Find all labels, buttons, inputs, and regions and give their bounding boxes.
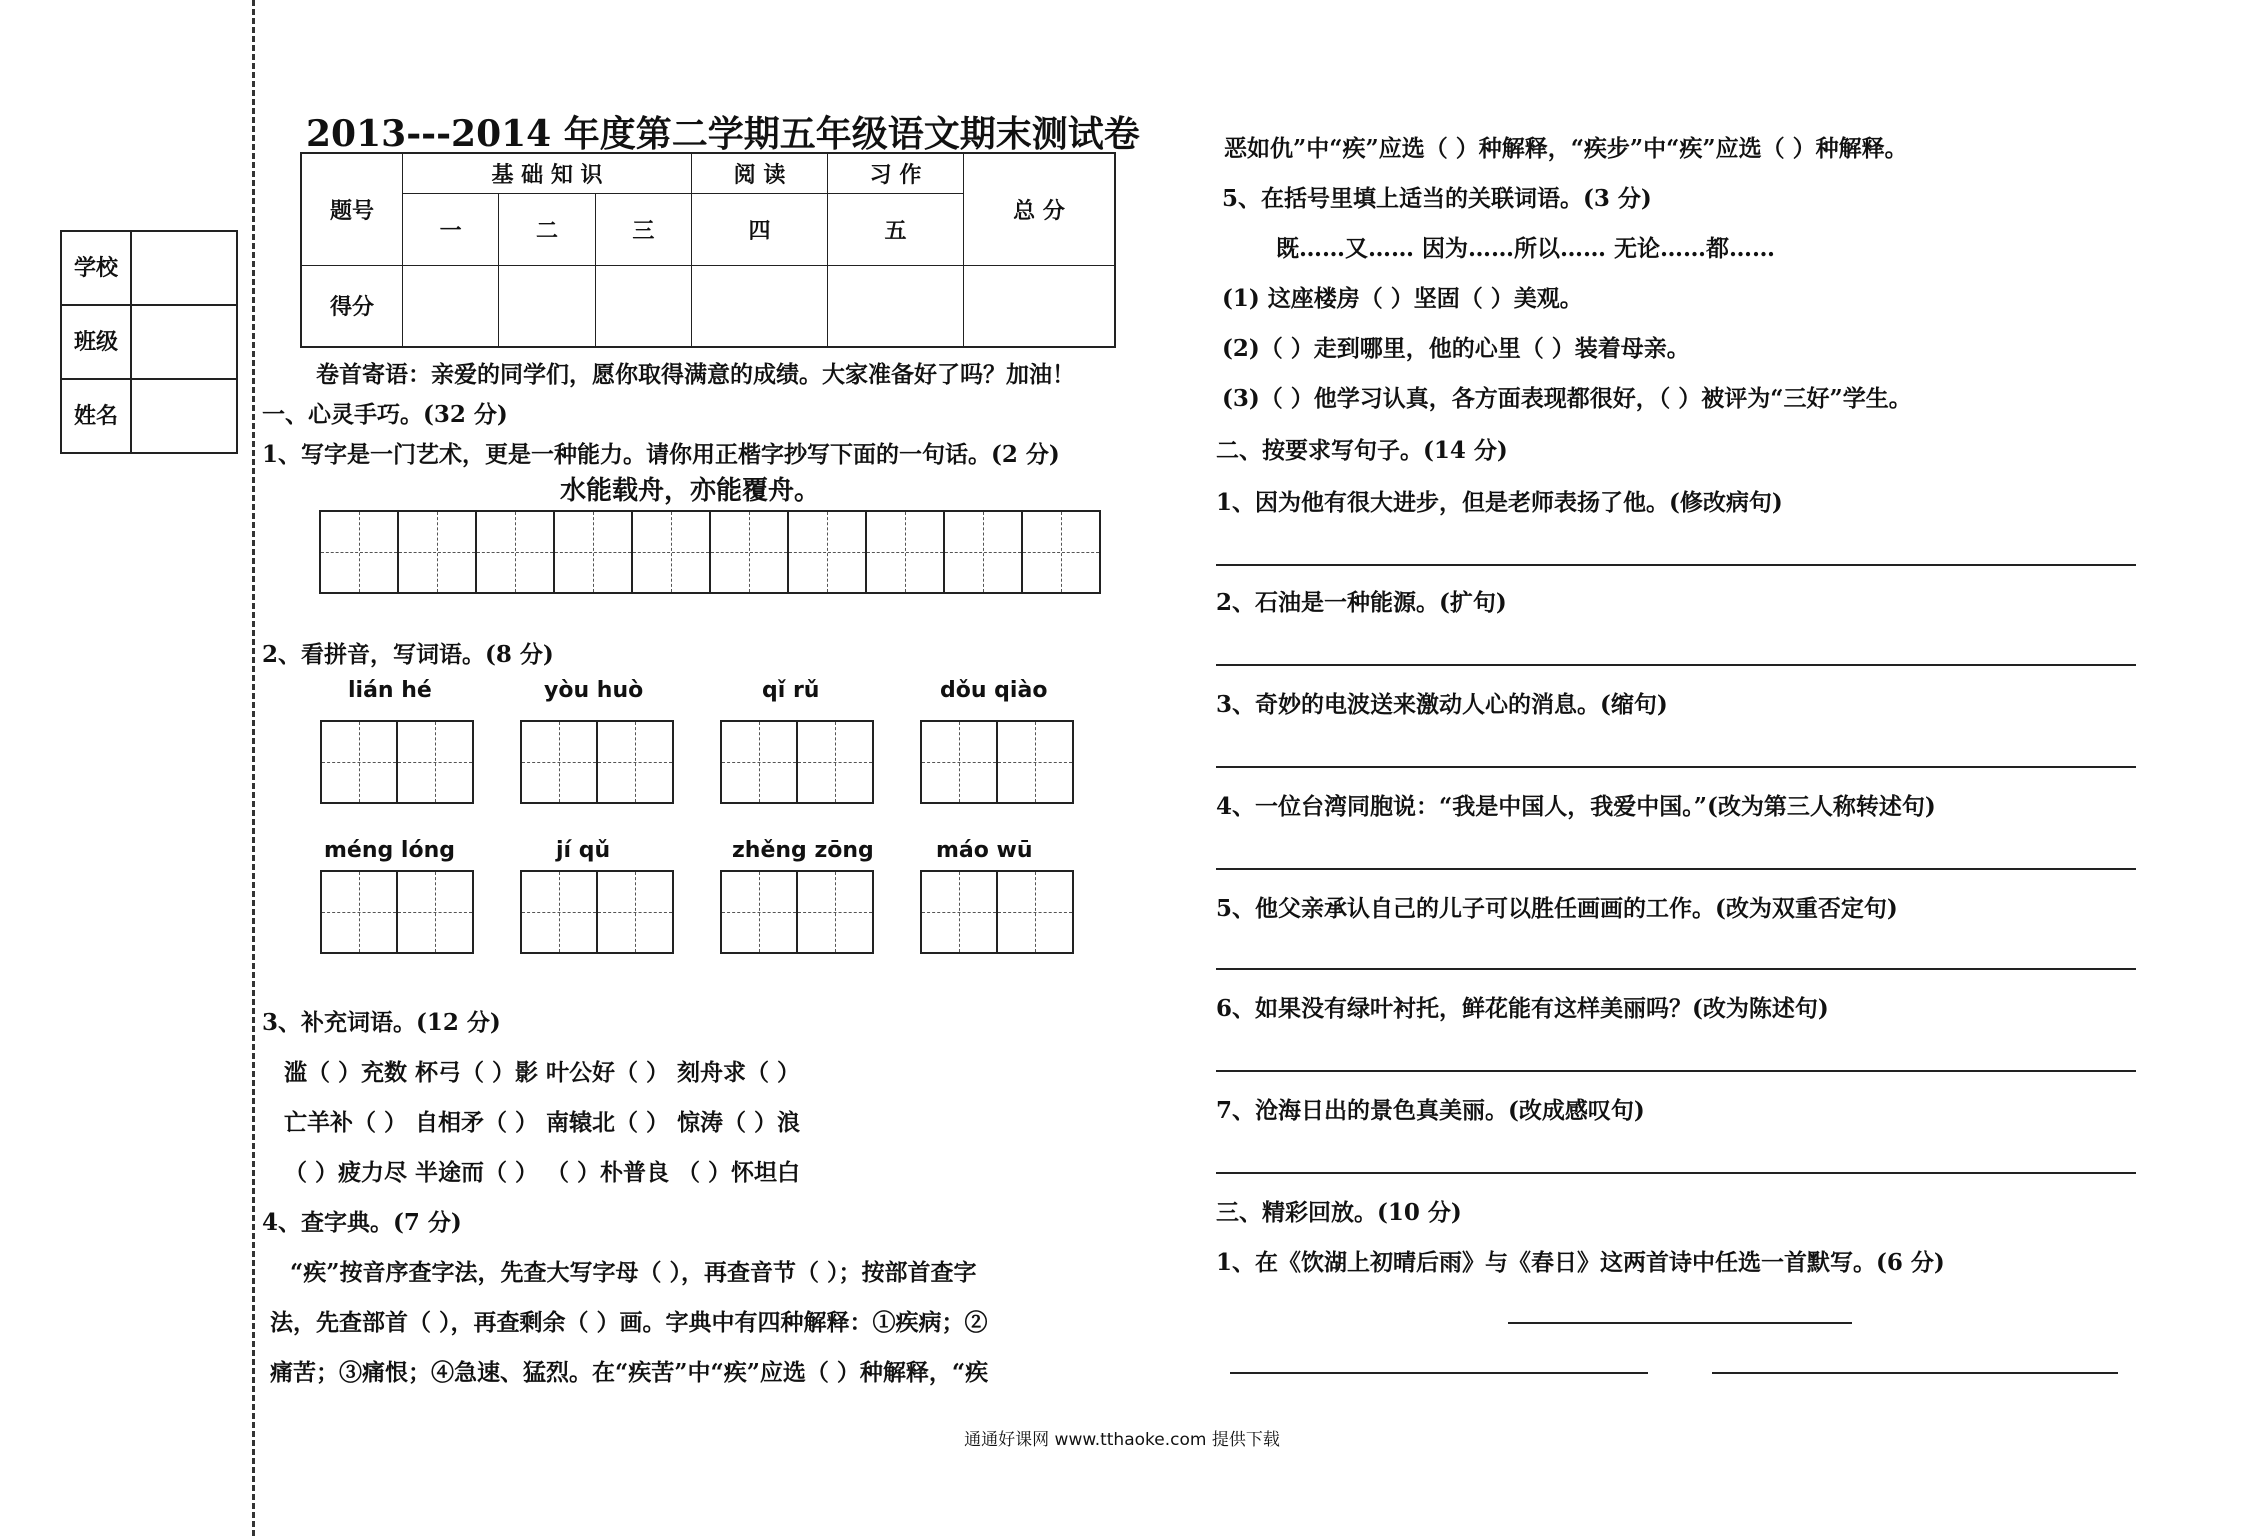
answer-line-4[interactable] xyxy=(1216,868,2136,870)
score-cell-5[interactable] xyxy=(827,265,963,347)
group-basic: 基 础 知 识 xyxy=(403,153,692,193)
answer-line-7[interactable] xyxy=(1216,1172,2136,1174)
grid-cell[interactable] xyxy=(945,512,1023,592)
grid-cell[interactable] xyxy=(322,722,398,802)
grid-cell[interactable] xyxy=(798,872,872,952)
group-read: 阅 读 xyxy=(692,153,828,193)
name-field[interactable] xyxy=(131,379,237,453)
pinyin-2: yòu huò xyxy=(544,678,644,703)
score-table xyxy=(300,152,1116,348)
pinyin-8: máo wū xyxy=(936,838,1033,863)
sentence-q2: 2、石油是一种能源。(扩句) xyxy=(1216,589,1507,616)
school-field[interactable] xyxy=(131,231,237,305)
dictionary-line-3: 痛苦；③痛恨；④急速、猛烈。在“疾苦”中“疾”应选（ ）种解释，“疾 xyxy=(270,1359,989,1386)
dictionary-continued: 恶如仇”中“疾”应选（ ）种解释，“疾步”中“疾”应选（ ）种解释。 xyxy=(1224,135,1908,162)
idiom-line-2: 亡羊补（ ） 自相矛（ ） 南辕北（ ） 惊涛（ ）浪 xyxy=(284,1109,801,1136)
pinyin-3: qǐ rǔ xyxy=(762,678,820,703)
grid-cell[interactable] xyxy=(522,872,598,952)
conjunction-options: 既……又…… 因为……所以…… 无论……都…… xyxy=(1276,235,1776,262)
score-row-label: 得分 xyxy=(301,265,403,347)
answer-line-2[interactable] xyxy=(1216,664,2136,666)
sentence-q5: 5、他父亲承认自己的儿子可以胜任画画的工作。(改为双重否定句) xyxy=(1216,895,1898,922)
grid-cell[interactable] xyxy=(522,722,598,802)
class-label: 班级 xyxy=(61,305,131,379)
pinyin-grid-4[interactable] xyxy=(920,720,1074,804)
grid-cell[interactable] xyxy=(711,512,789,592)
grid-cell[interactable] xyxy=(789,512,867,592)
grid-cell[interactable] xyxy=(922,722,998,802)
pinyin-1: lián hé xyxy=(348,678,432,703)
sentence-q6: 6、如果没有绿叶衬托，鲜花能有这样美丽吗？(改为陈述句) xyxy=(1216,995,1829,1022)
idiom-line-1: 滥（ ）充数 杯弓（ ）影 叶公好（ ） 刻舟求（ ） xyxy=(284,1059,801,1086)
grid-cell[interactable] xyxy=(998,872,1072,952)
intro-text: 卷首寄语：亲爱的同学们，愿你取得满意的成绩。大家准备好了吗？加油！ xyxy=(316,361,1075,388)
answer-line-6[interactable] xyxy=(1216,1070,2136,1072)
conjunction-q1: (1) 这座楼房（ ）坚固（ ）美观。 xyxy=(1222,285,1583,312)
poem-title-line[interactable] xyxy=(1508,1322,1852,1324)
score-cell-3[interactable] xyxy=(595,265,691,347)
grid-cell[interactable] xyxy=(867,512,945,592)
score-cell-1[interactable] xyxy=(403,265,499,347)
question-3: 3、补充词语。(12 分) xyxy=(262,1009,501,1036)
grid-cell[interactable] xyxy=(399,512,477,592)
grid-cell[interactable] xyxy=(722,722,798,802)
score-cell-total[interactable] xyxy=(964,265,1116,347)
question-5: 5、在括号里填上适当的关联词语。(3 分) xyxy=(1222,185,1652,212)
binding-dashed-line xyxy=(252,0,255,1536)
exam-title: 2013---2014 年度第二学期五年级语文期末测试卷 xyxy=(306,113,1140,155)
grid-cell[interactable] xyxy=(998,722,1072,802)
copy-writing-grid[interactable] xyxy=(319,510,1101,594)
footer-credit: 通通好课网 www.tthaoke.com 提供下载 xyxy=(964,1430,1280,1450)
num-1: 一 xyxy=(403,193,499,265)
grid-cell[interactable] xyxy=(398,872,472,952)
poem-line-left[interactable] xyxy=(1230,1372,1648,1374)
num-5: 五 xyxy=(827,193,963,265)
header-label: 题号 xyxy=(301,153,403,265)
poem-question: 1、在《饮湖上初晴后雨》与《春日》这两首诗中任选一首默写。(6 分) xyxy=(1216,1249,1945,1276)
grid-cell[interactable] xyxy=(555,512,633,592)
pinyin-grid-1[interactable] xyxy=(320,720,474,804)
score-cell-4[interactable] xyxy=(692,265,828,347)
total-label: 总 分 xyxy=(964,153,1116,265)
student-info-box xyxy=(60,230,238,454)
pinyin-grid-5[interactable] xyxy=(320,870,474,954)
pinyin-grid-3[interactable] xyxy=(720,720,874,804)
pinyin-grid-6[interactable] xyxy=(520,870,674,954)
question-1: 1、写字是一门艺术，更是一种能力。请你用正楷字抄写下面的一句话。(2 分) xyxy=(262,441,1060,468)
grid-cell[interactable] xyxy=(722,872,798,952)
num-2: 二 xyxy=(499,193,595,265)
conjunction-q3: (3)（ ）他学习认真，各方面表现都很好，（ ）被评为“三好”学生。 xyxy=(1222,385,1912,412)
score-cell-2[interactable] xyxy=(499,265,595,347)
section-3-title: 三、精彩回放。(10 分) xyxy=(1216,1199,1462,1226)
question-4: 4、查字典。(7 分) xyxy=(262,1209,462,1236)
pinyin-6: jí qǔ xyxy=(556,838,611,863)
answer-line-5[interactable] xyxy=(1216,968,2136,970)
grid-cell[interactable] xyxy=(633,512,711,592)
sentence-q7: 7、沧海日出的景色真美丽。(改成感叹句) xyxy=(1216,1097,1645,1124)
grid-cell[interactable] xyxy=(321,512,399,592)
grid-cell[interactable] xyxy=(598,872,672,952)
idiom-line-3: （ ）疲力尽 半途而（ ） （ ）朴普良 （ ）怀坦白 xyxy=(284,1159,801,1186)
num-4: 四 xyxy=(692,193,828,265)
answer-line-1[interactable] xyxy=(1216,564,2136,566)
dictionary-line-1: “疾”按音序查字法，先查大写字母（ ），再查音节（ ）；按部首查字 xyxy=(290,1259,977,1286)
question-2: 2、看拼音，写词语。(8 分) xyxy=(262,641,554,668)
num-3: 三 xyxy=(595,193,691,265)
poem-line-right[interactable] xyxy=(1712,1372,2118,1374)
pinyin-5: méng lóng xyxy=(324,838,455,863)
school-label: 学校 xyxy=(61,231,131,305)
group-write: 习 作 xyxy=(827,153,963,193)
pinyin-grid-8[interactable] xyxy=(920,870,1074,954)
grid-cell[interactable] xyxy=(922,872,998,952)
sentence-q3: 3、奇妙的电波送来激动人心的消息。(缩句) xyxy=(1216,691,1668,718)
grid-cell[interactable] xyxy=(398,722,472,802)
pinyin-7: zhěng zōng xyxy=(732,838,874,863)
sentence-q4: 4、一位台湾同胞说：“我是中国人，我爱中国。”(改为第三人称转述句) xyxy=(1216,793,1936,820)
copy-sentence: 水能载舟，亦能覆舟。 xyxy=(560,476,821,506)
section-1-title: 一、心灵手巧。(32 分) xyxy=(262,401,508,428)
section-2-title: 二、按要求写句子。(14 分) xyxy=(1216,437,1508,464)
answer-line-3[interactable] xyxy=(1216,766,2136,768)
grid-cell[interactable] xyxy=(477,512,555,592)
conjunction-q2: (2)（ ）走到哪里，他的心里（ ）装着母亲。 xyxy=(1222,335,1690,362)
grid-cell[interactable] xyxy=(1023,512,1099,592)
pinyin-grid-2[interactable] xyxy=(520,720,674,804)
name-label: 姓名 xyxy=(61,379,131,453)
pinyin-4: dǒu qiào xyxy=(940,678,1048,703)
grid-cell[interactable] xyxy=(322,872,398,952)
grid-cell[interactable] xyxy=(798,722,872,802)
dictionary-line-2: 法，先查部首（ ），再查剩余（ ）画。字典中有四种解释：①疾病；② xyxy=(270,1309,988,1336)
sentence-q1: 1、因为他有很大进步，但是老师表扬了他。(修改病句) xyxy=(1216,489,1783,516)
class-field[interactable] xyxy=(131,305,237,379)
pinyin-grid-7[interactable] xyxy=(720,870,874,954)
grid-cell[interactable] xyxy=(598,722,672,802)
